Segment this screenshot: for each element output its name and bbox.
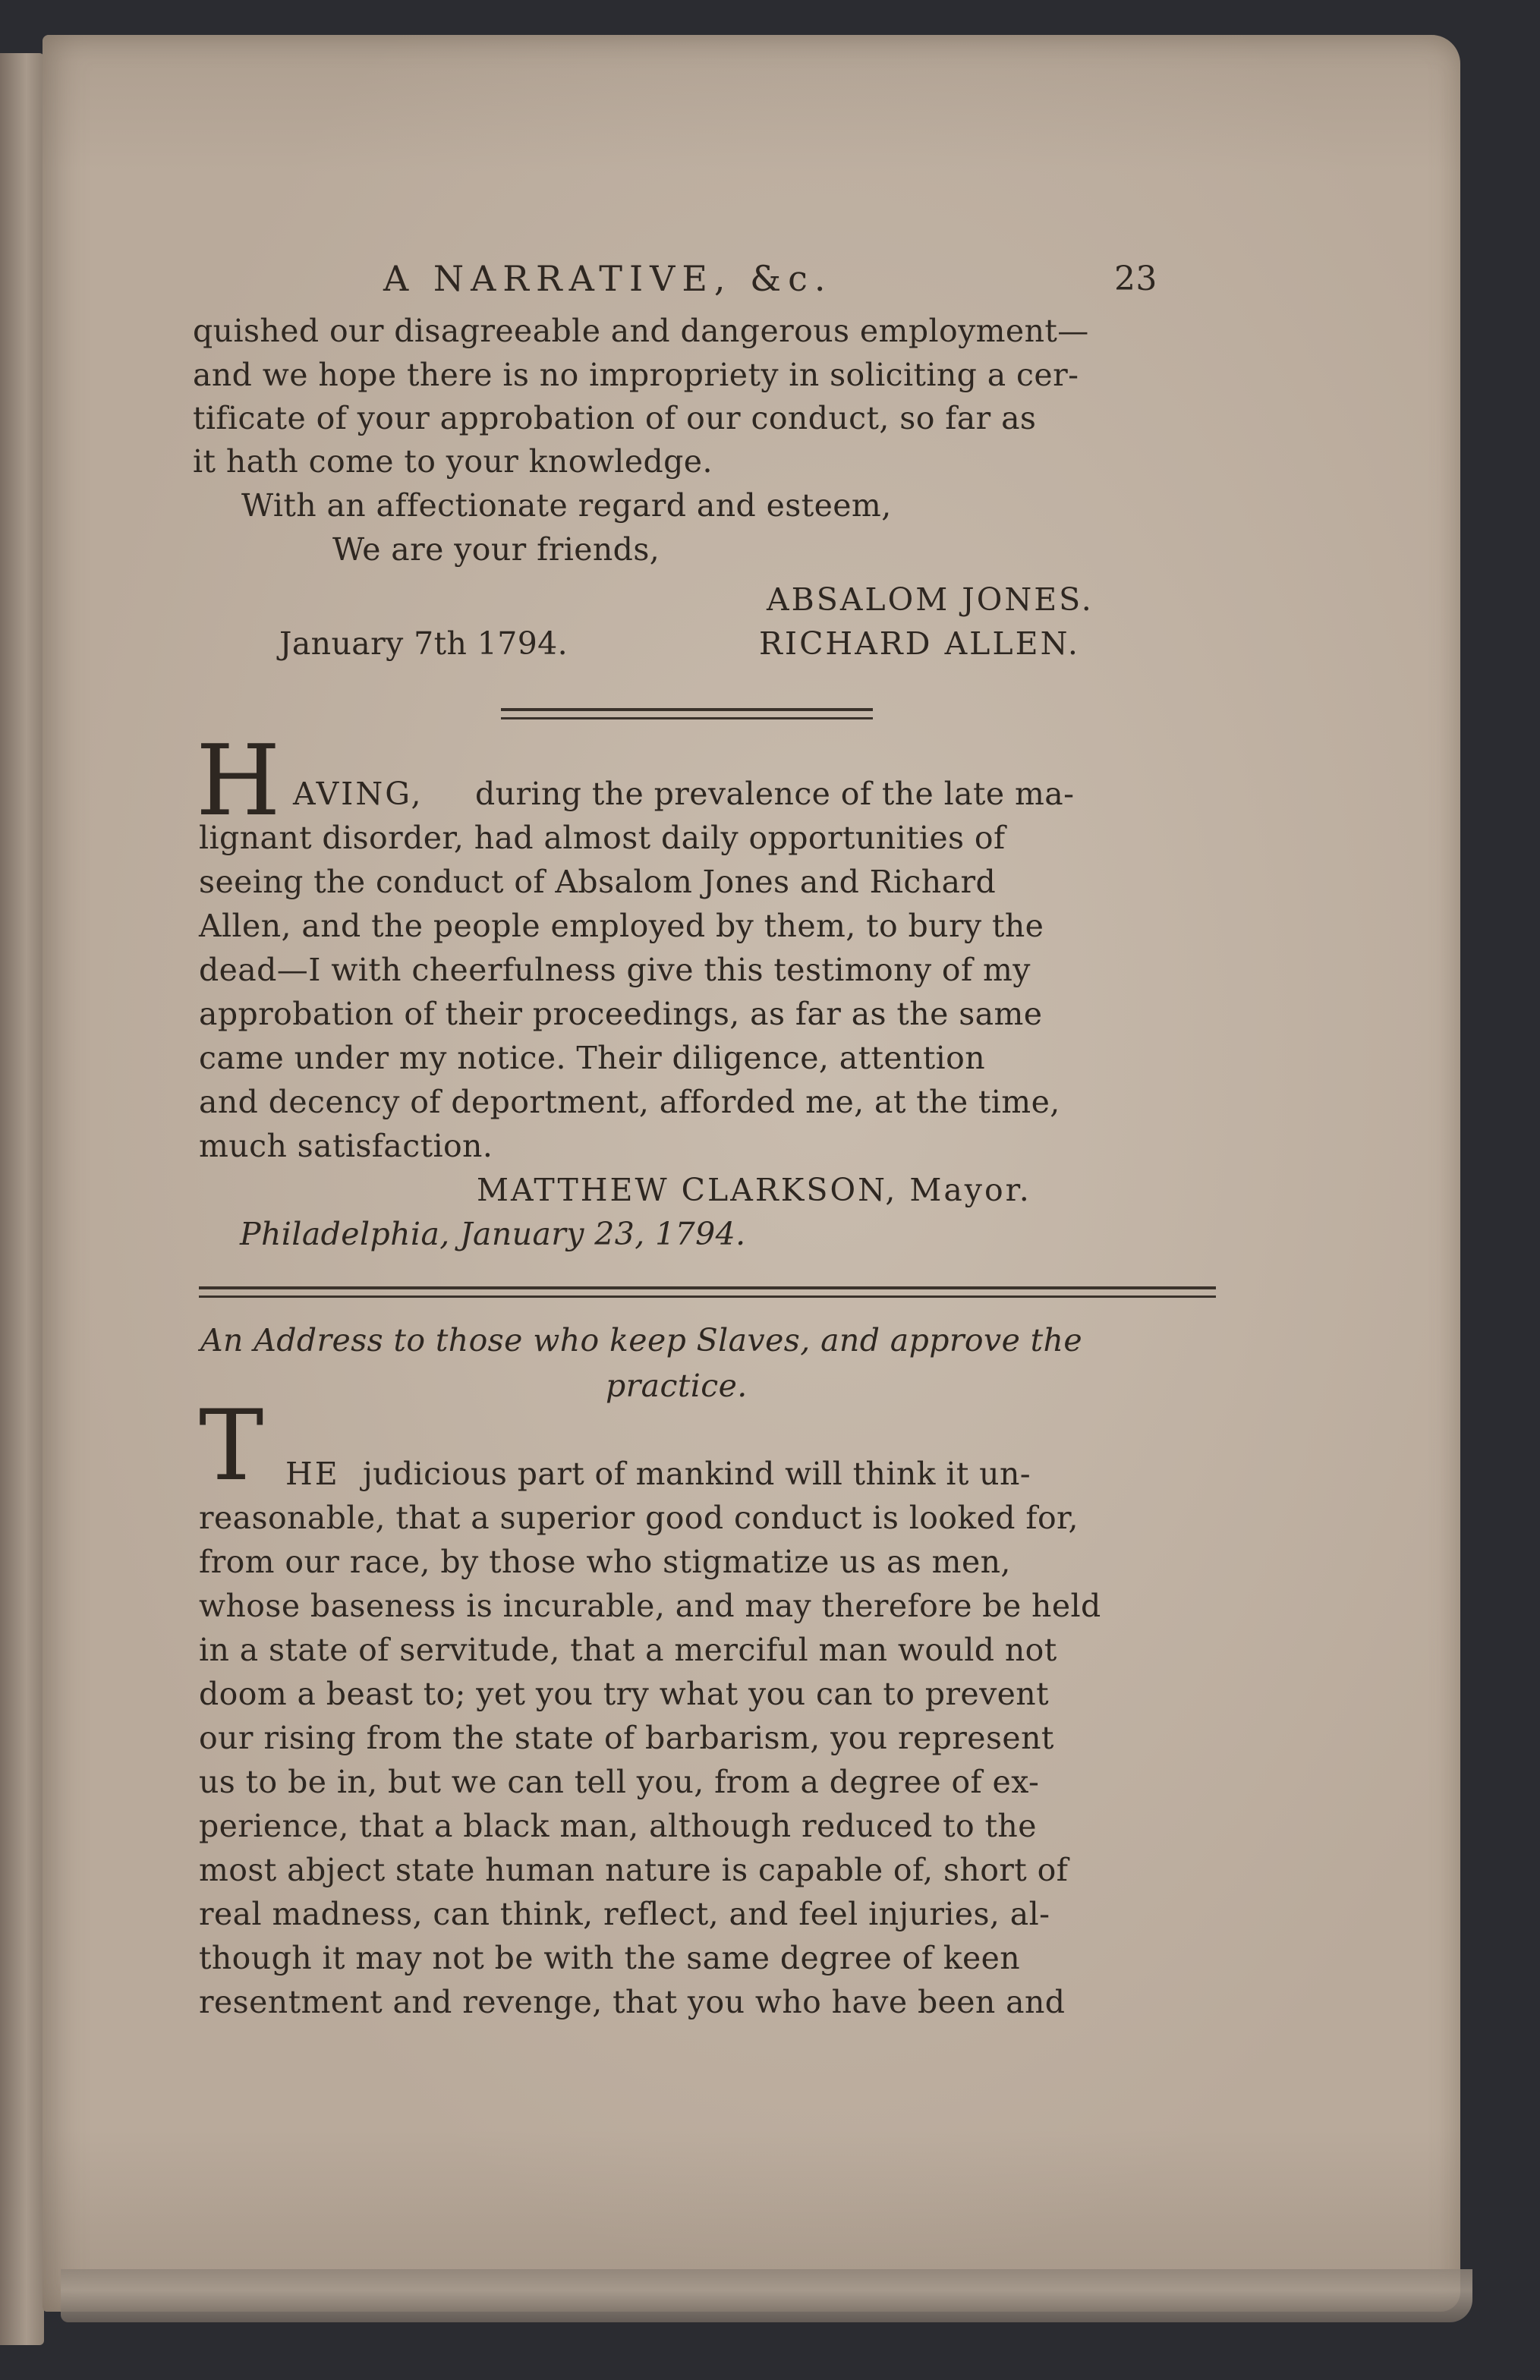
signer-matthew-clarkson: MATTHEW CLARKSON, Mayor.	[477, 1172, 1031, 1208]
testimony-first-word: AVING,	[293, 776, 424, 812]
letter-subscription: We are your friends,	[332, 531, 660, 568]
section-rule	[199, 1295, 1216, 1298]
testimony-line: much satisfaction.	[199, 1128, 493, 1164]
drop-cap-h: H	[196, 725, 281, 838]
address-title: An Address to those who keep Slaves, and approve the	[200, 1322, 1083, 1358]
running-title: A NARRATIVE, &c.	[383, 258, 833, 299]
letter-line: and we hope there is no impropriety in soliciting a cer-	[193, 357, 1079, 393]
testimony-line: during the prevalence of the late ma-	[475, 776, 1075, 812]
address-line: perience, that a black man, although reduced to the	[199, 1808, 1037, 1844]
testimony-place-date: Philadelphia, January 23, 1794.	[240, 1216, 746, 1252]
address-line: our rising from the state of barbarism, you represent	[199, 1720, 1054, 1756]
letter-line: it hath come to your knowledge.	[193, 443, 713, 480]
signer-richard-allen: RICHARD ALLEN.	[759, 625, 1080, 662]
testimony-line: and decency of deportment, afforded me, at the time,	[199, 1084, 1060, 1120]
address-line: reasonable, that a superior good conduct is looked for,	[199, 1500, 1079, 1536]
address-line: whose baseness is incurable, and may therefore be held	[199, 1588, 1101, 1624]
previous-page-edge	[0, 53, 44, 2345]
address-line: us to be in, but we can tell you, from a degree of ex-	[199, 1764, 1040, 1800]
section-rule	[199, 1286, 1216, 1289]
drop-cap-t: T	[199, 1390, 264, 1503]
testimony-line: came under my notice. Their diligence, attention	[199, 1040, 986, 1076]
address-line: though it may not be with the same degree of keen	[199, 1940, 1021, 1976]
address-line: in a state of servitude, that a merciful man would not	[199, 1632, 1057, 1668]
letter-line: quished our disagreeable and dangerous employment—	[193, 313, 1089, 349]
testimony-line: Allen, and the people employed by them, to bury the	[199, 908, 1044, 944]
page-number: 23	[1114, 260, 1157, 298]
address-line: most abject state human nature is capable of, short of	[199, 1852, 1069, 1888]
divider-rule	[501, 717, 873, 719]
address-line: judicious part of mankind will think it un-	[363, 1456, 1031, 1492]
letter-closing: With an affectionate regard and esteem,	[241, 487, 892, 524]
signer-absalom-jones: ABSALOM JONES.	[767, 581, 1094, 618]
testimony-line: dead—I with cheerfulness give this testimony of my	[199, 952, 1031, 988]
address-line: doom a beast to; yet you try what you can to prevent	[199, 1676, 1049, 1712]
address-first-word: HE	[285, 1456, 340, 1492]
address-line: real madness, can think, reflect, and feel injuries, al-	[199, 1896, 1050, 1932]
address-line: resentment and revenge, that you who have been and	[199, 1984, 1066, 2020]
testimony-line: seeing the conduct of Absalom Jones and Richard	[199, 864, 997, 900]
divider-rule	[501, 708, 873, 711]
letter-line: tificate of your approbation of our conduct, so far as	[193, 400, 1037, 436]
testimony-line: lignant disorder, had almost daily opportunities of	[199, 820, 1006, 856]
letter-date: January 7th 1794.	[279, 625, 568, 662]
page-bottom-edge	[61, 2269, 1472, 2322]
address-title-continued: practice.	[606, 1368, 748, 1404]
address-line: from our race, by those who stigmatize us as men,	[199, 1544, 1011, 1580]
testimony-line: approbation of their proceedings, as far as the same	[199, 996, 1043, 1032]
